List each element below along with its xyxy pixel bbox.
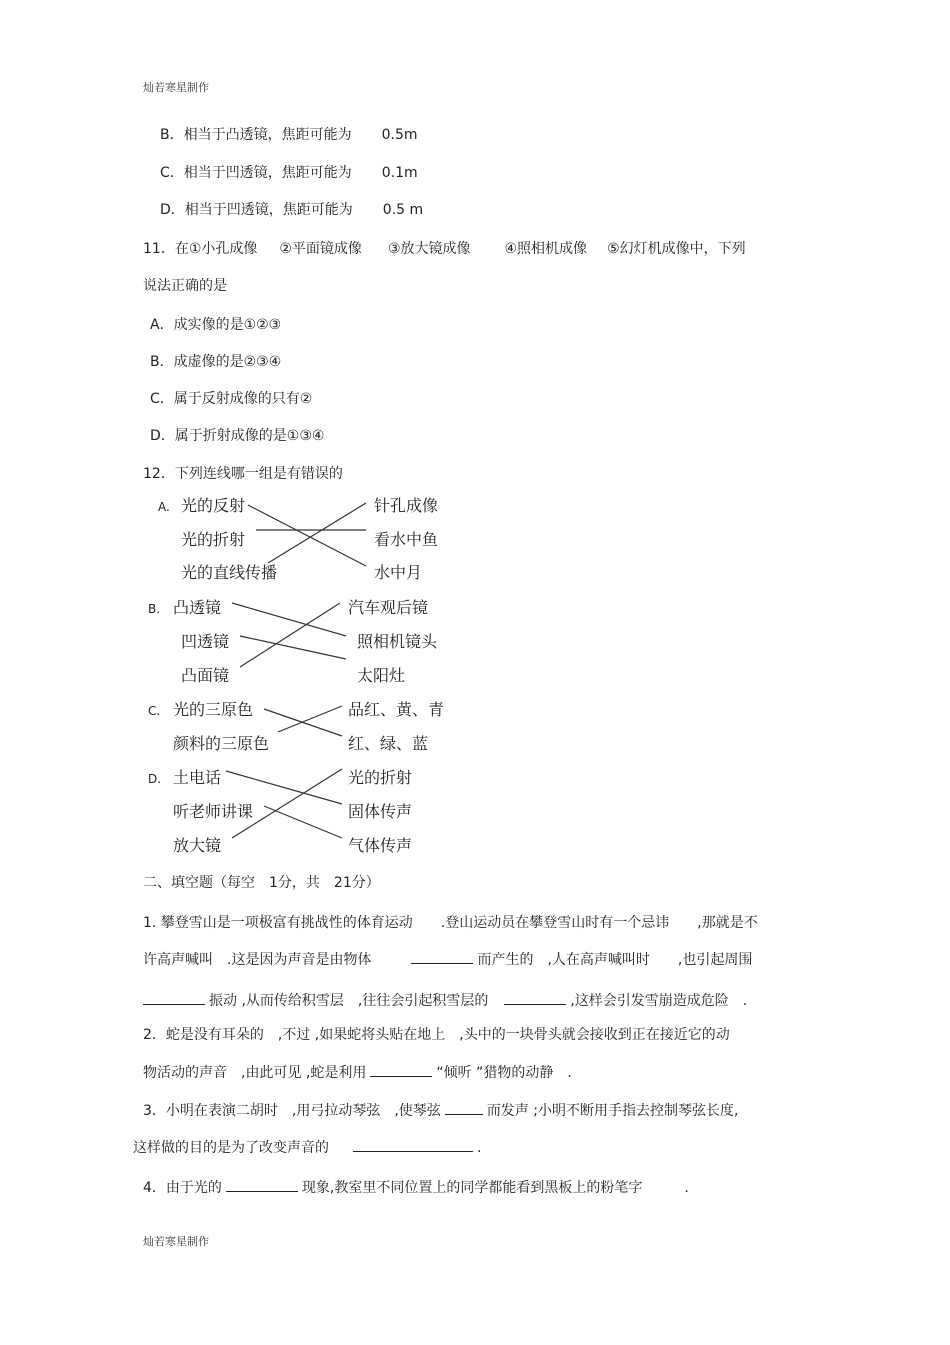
group-b-right-3: 太阳灶: [357, 666, 406, 685]
group-b-left-3: 凸面镜: [181, 666, 230, 685]
answer-blank[interactable]: [370, 1062, 432, 1077]
group-d-left-2: 听老师讲课: [173, 802, 254, 821]
fill-q4-line1-b: 现象,教室里不同位置上的同学都能看到黑板上的粉笔字 .: [301, 1180, 689, 1196]
group-d-left-3: 放大镜: [173, 836, 222, 855]
q11-stem-line2: 说法正确的是: [143, 278, 227, 294]
fill-q1-line2-a: 许高声喊叫 .这是因为声音是由物体: [143, 952, 372, 968]
group-c-link: [264, 709, 342, 736]
fill-q1-line2: [143, 949, 752, 969]
q11-stem-item: ③放大镜成像: [387, 241, 471, 257]
fill-q1-line3: [143, 990, 747, 1010]
group-d-link: [226, 771, 342, 804]
answer-blank[interactable]: [504, 990, 566, 1005]
fill-q2-line2-b: “倾听 ”猎物的动静 .: [436, 1065, 572, 1081]
q10-option-b-value: 0.5m: [381, 127, 418, 143]
page-footer: 灿若寒星制作: [143, 1235, 209, 1248]
group-b-right-1: 汽车观后镜: [348, 598, 429, 617]
q10-option-d-value: 0.5 m: [382, 202, 424, 218]
q11-option-d: D．属于折射成像的是①③④: [150, 428, 325, 444]
fill-q3-line2-b: .: [477, 1140, 482, 1156]
group-d-left-1: 土电话: [173, 768, 222, 787]
group-b-link: [240, 636, 346, 659]
group-b-left-1: 凸透镜: [173, 598, 222, 617]
answer-blank[interactable]: [143, 990, 205, 1005]
q10-option-c-label: C．相当于凹透镜，焦距可能为: [160, 165, 352, 181]
group-c-link: [278, 706, 342, 732]
fill-q3-line2: [133, 1137, 481, 1157]
q11-stem-item: ④照相机成像: [504, 241, 588, 257]
group-b-link: [232, 603, 346, 636]
answer-blank[interactable]: [353, 1137, 473, 1152]
group-c-right-2: 红、绿、蓝: [348, 734, 429, 753]
fill-q2-line1: 2．蛇是没有耳朵的 ,不过 ,如果蛇将头贴在地上 ,头中的一块骨头就会接收到正在接近它的动: [143, 1027, 730, 1043]
group-a-left-1: 光的反射: [181, 496, 246, 515]
group-a-left-2: 光的折射: [181, 530, 246, 549]
group-a-left-3: 光的直线传播: [181, 563, 278, 582]
fill-q4-line1-a: 4．由于光的: [143, 1180, 222, 1196]
group-a-link: [268, 503, 366, 563]
fill-q2-line2: [143, 1062, 572, 1082]
fill-q2-line2-a: 物活动的声音 ,由此可见 ,蛇是利用: [143, 1065, 367, 1081]
q10-option-d-label: D．相当于凹透镜，焦距可能为: [160, 202, 353, 218]
group-b-left-2: 凹透镜: [181, 632, 230, 651]
group-a-right-3: 水中月: [374, 563, 423, 582]
fill-q3-line1-b: 而发声 ;小明不断用手指去控制琴弦长度,: [486, 1103, 739, 1119]
fill-q3-line2-a: 这样做的目的是为了改变声音的: [133, 1140, 329, 1156]
section-2-title: 二、填空题（每空 1分，共 21分）: [143, 875, 380, 891]
q11-stem-item: ⑤幻灯机成像中，下列: [607, 241, 746, 257]
q10-option-b-label: B．相当于凸透镜，焦距可能为: [160, 127, 352, 143]
q10-option-c-value: 0.1m: [381, 165, 418, 181]
q11-option-c: C．属于反射成像的只有②: [150, 391, 313, 407]
group-b-right-2: 照相机镜头: [357, 632, 438, 651]
group-c-left-1: 光的三原色: [173, 700, 254, 719]
group-b-link: [240, 603, 340, 667]
group-d-right-3: 气体传声: [348, 836, 413, 855]
fill-q1-line3-a: 振动 ,从而传给积雪层 ,往往会引起积雪层的: [209, 993, 489, 1009]
group-d-right-1: 光的折射: [348, 768, 413, 787]
q12-stem: 12．下列连线哪一组是有错误的: [143, 466, 343, 482]
group-b-label: B.: [148, 602, 161, 616]
group-c-label: C.: [148, 704, 161, 718]
fill-q3-line1-a: 3．小明在表演二胡时 ,用弓拉动琴弦 ,使琴弦: [143, 1103, 441, 1119]
group-c-right-1: 品红、黄、青: [348, 700, 445, 719]
fill-q1-line3-b: ,这样会引发雪崩造成危险 .: [570, 993, 748, 1009]
q11-stem-num: 11．在①小孔成像: [143, 241, 258, 257]
q11-option-a: A．成实像的是①②③: [150, 317, 282, 333]
group-a-label: A.: [158, 500, 170, 514]
q11-stem-item: ②平面镜成像: [279, 241, 362, 257]
group-d-right-2: 固体传声: [348, 802, 413, 821]
group-a-right-1: 针孔成像: [374, 496, 439, 515]
q11-option-b: B．成虚像的是②③④: [150, 354, 282, 370]
group-a-right-2: 看水中鱼: [374, 530, 439, 549]
fill-q3-line1: [143, 1100, 738, 1120]
answer-blank[interactable]: [411, 949, 473, 964]
fill-q1-line2-b: 而产生的 ,人在高声喊叫时 ,也引起周围: [477, 952, 753, 968]
fill-q1-line1: 1. 攀登雪山是一项极富有挑战性的体育运动 .登山运动员在攀登雪山时有一个忌讳 ,那就是不: [143, 915, 758, 931]
answer-blank[interactable]: [226, 1177, 298, 1192]
fill-q4-line1: [143, 1177, 689, 1197]
answer-blank[interactable]: [445, 1100, 483, 1115]
group-c-left-2: 颜料的三原色: [173, 734, 270, 753]
page-header: 灿若寒星制作: [143, 81, 209, 94]
group-d-label: D.: [148, 772, 162, 786]
